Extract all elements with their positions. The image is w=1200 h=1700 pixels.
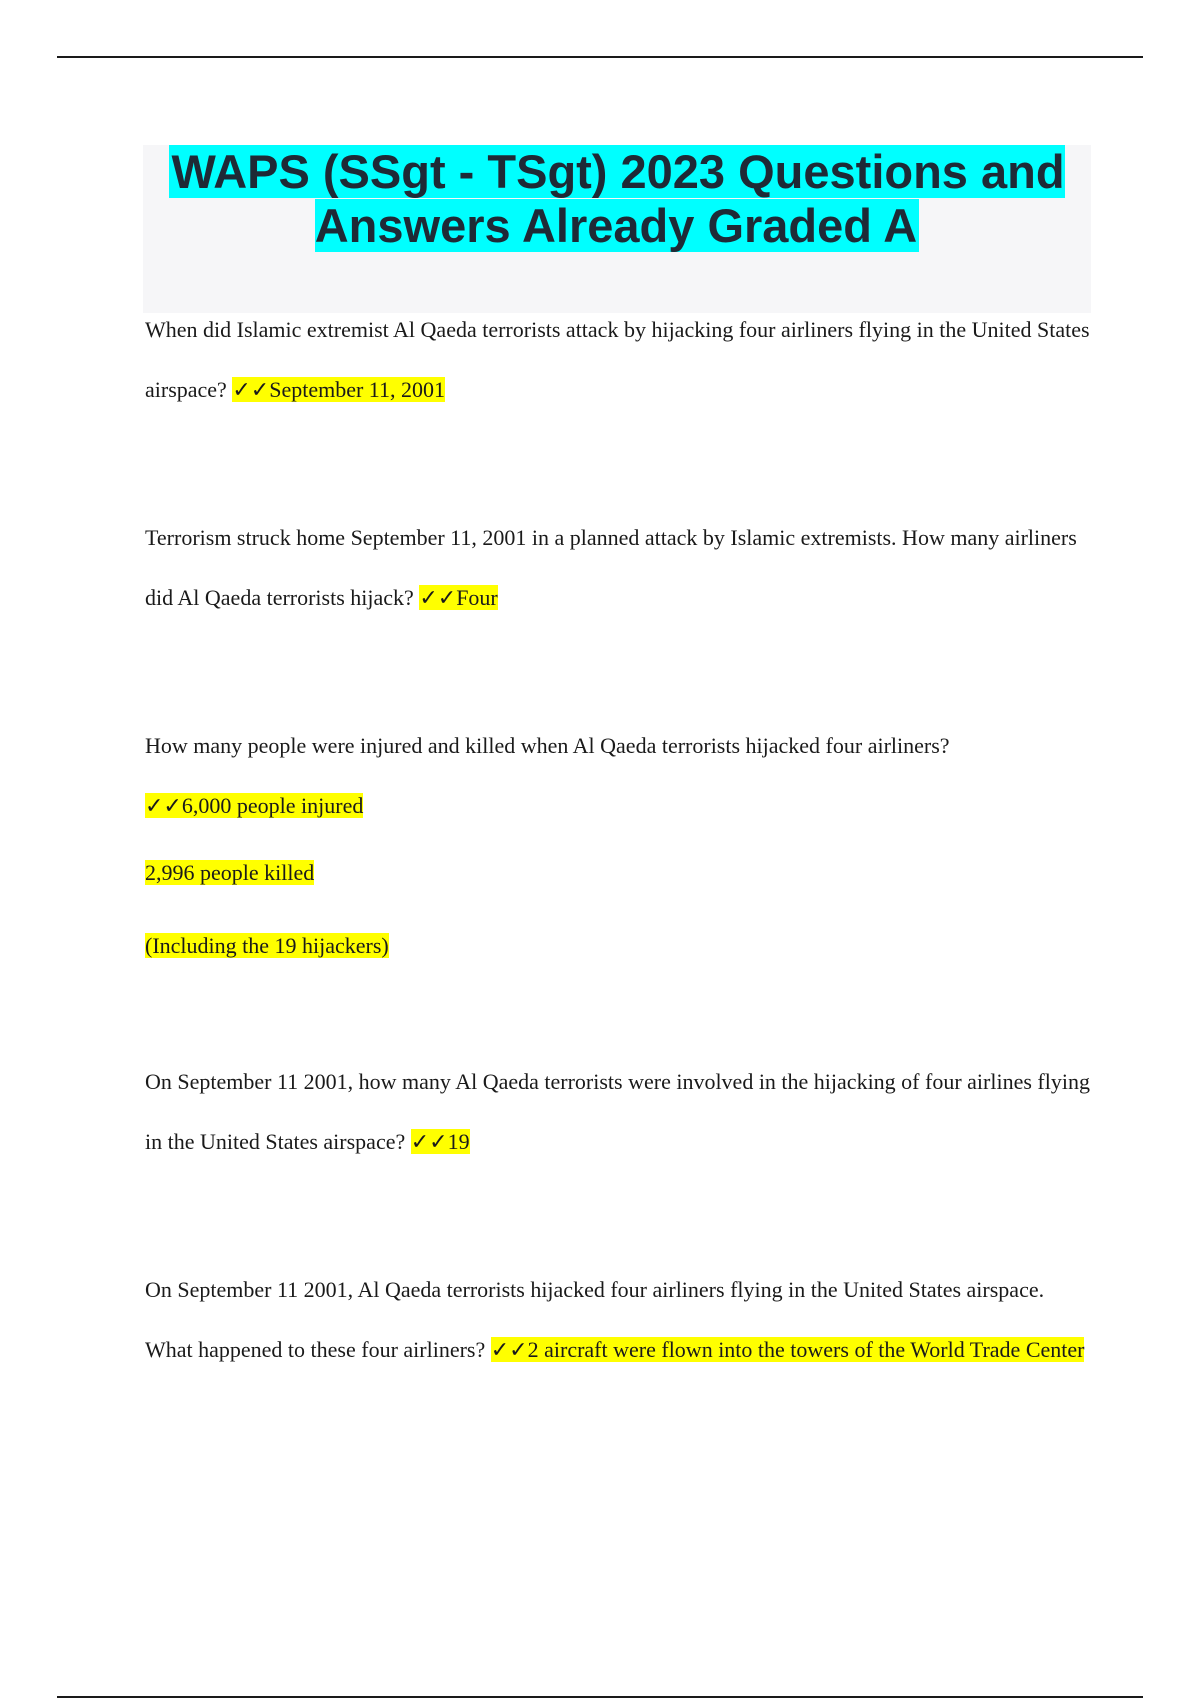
check-icon: ✓✓ [232,377,270,402]
question-text: On September 11 2001, how many Al Qaeda terrorists were involved in the hijacking of four airlines flying in the United States airspace? [145,1069,1090,1154]
qa-item [145,508,1095,628]
qa-list [145,300,1095,1468]
header-rule [57,56,1143,58]
question-text: When did Islamic extremist Al Qaeda terrorists attack by hijacking four airliners flying in the United States airspace? [145,317,1090,402]
footer-rule [57,1696,1143,1698]
document-title-text: WAPS (SSgt - TSgt) 2023 Questions and Answers Already Graded A [171,145,1065,252]
answer-highlight [419,585,497,610]
check-icon: ✓✓ [419,585,457,610]
answer-text: 6,000 people injured [181,793,364,818]
qa-item [145,300,1095,420]
check-icon: ✓✓ [145,793,182,818]
answer-highlight [411,1129,470,1154]
document-title [143,145,1091,253]
check-icon: ✓✓ [410,1129,448,1154]
question-text: Terrorism struck home September 11, 2001 in a planned attack by Islamic extremists. How many airliners did Al Qaeda terrorists hijack? [145,525,1077,610]
answer-text: 19 [447,1129,470,1154]
qa-item [145,1260,1095,1380]
answer-text: 2 aircraft were flown into the towers of the World Trade Center [527,1337,1085,1362]
answer-text: Four [456,585,498,610]
title-block [143,145,1091,313]
qa-item [145,716,1095,982]
answer-highlight [232,377,445,402]
question-text: How many people were injured and killed when Al Qaeda terrorists hijacked four airliners? [145,733,950,758]
answer-text: September 11, 2001 [269,377,445,402]
answer-extra-text: (Including the 19 hijackers) [145,933,389,958]
answer-highlight [491,1337,1085,1362]
qa-item [145,1052,1095,1172]
answer-highlight [145,793,363,818]
check-icon: ✓✓ [490,1337,528,1362]
question-text: On September 11 2001, Al Qaeda terrorists hijacked four airliners flying in the United States airspace. What happened to these four airliners? [145,1277,1045,1362]
answer-extra-text: 2,996 people killed [145,860,315,885]
